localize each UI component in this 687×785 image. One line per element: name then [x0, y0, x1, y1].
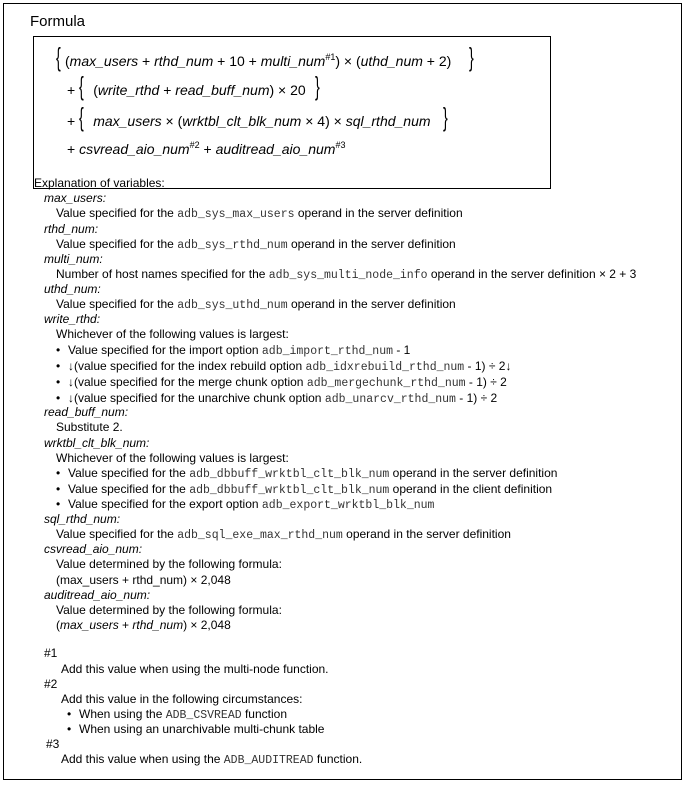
var-csvread-desc: Value determined by the following formula: — [56, 557, 282, 571]
var-auditread-formula: (max_users + rthd_num) × 2,048 — [56, 618, 231, 632]
list-item: • ↓(value specified for the merge chunk option adb_mergechunk_rthd_num - 1) ÷ 2 — [68, 375, 507, 390]
var-wrktbl-clt-blk-num: wrktbl_clt_blk_num: — [44, 436, 150, 450]
var-max-users-desc: Value specified for the adb_sys_max_users operand in the server definition — [56, 206, 463, 221]
var-auditread-aio-num: auditread_aio_num: — [44, 588, 151, 602]
list-item: • Value specified for the import option adb_import_rthd_num - 1 — [68, 343, 410, 358]
var-multi-num: multi_num: — [44, 252, 103, 266]
close-brace: } — [469, 42, 474, 72]
var-uthd-num: uthd_num: — [44, 282, 101, 296]
formula-line-2: + (write_rthd + read_buff_num) × 20 — [67, 82, 306, 98]
var-uthd-num-desc: Value specified for the adb_sys_uthd_num operand in the server definition — [56, 297, 456, 312]
explanation-heading: Explanation of variables: — [34, 176, 165, 190]
var-multi-num-desc: Number of host names specified for the adb_sys_multi_node_info operand in the server definition × 2 + 3 — [56, 267, 637, 282]
list-item: • ↓(value specified for the index rebuild option adb_idxrebuild_rthd_num - 1) ÷ 2↓ — [68, 359, 511, 374]
close-brace: } — [443, 102, 448, 132]
var-max-users: max_users: — [44, 191, 107, 205]
open-brace: { — [79, 102, 84, 132]
formula-line-3: + max_users × (wrktbl_clt_blk_num × 4) × sql_rthd_num — [67, 113, 431, 129]
var-read-buff-num-desc: Substitute 2. — [56, 420, 123, 434]
var-sql-rthd-num: sql_rthd_num: — [44, 512, 121, 526]
list-item: • When using the ADB_CSVREAD function — [79, 707, 287, 722]
note-2-text: Add this value in the following circumstances: — [61, 692, 303, 706]
var-csvread-aio-num: csvread_aio_num: — [44, 542, 143, 556]
note-1-mark: #1 — [44, 646, 58, 660]
formula-box — [33, 36, 551, 189]
var-write-rthd: write_rthd: — [44, 312, 101, 326]
list-item: • Value specified for the export option adb_export_wrktbl_blk_num — [68, 497, 434, 512]
list-item: • When using an unarchivable multi-chunk table — [79, 722, 324, 736]
note-1-text: Add this value when using the multi-node function. — [61, 662, 329, 676]
formula-line-1: (max_users + rthd_num + 10 + multi_num$^{\#1}$) × (uthd_num + 2) — [65, 52, 452, 69]
var-rthd-num: rthd_num: — [44, 222, 99, 236]
close-brace: } — [315, 71, 320, 101]
var-auditread-desc: Value determined by the following formula: — [56, 603, 282, 617]
list-item: • Value specified for the adb_dbbuff_wrktbl_clt_blk_num operand in the client definition — [68, 482, 552, 497]
list-item: • Value specified for the adb_dbbuff_wrktbl_clt_blk_num operand in the server definition — [68, 466, 557, 481]
open-brace: { — [79, 71, 84, 101]
var-write-rthd-desc: Whichever of the following values is largest: — [56, 327, 289, 341]
open-brace: { — [56, 42, 61, 72]
formula-line-4: + csvread_aio_num$^{\#2}$ + auditread_aio_num$^{\#3}$ — [67, 140, 346, 157]
list-item: • ↓(value specified for the unarchive chunk option adb_unarcv_rthd_num - 1) ÷ 2 — [68, 391, 497, 406]
note-3-mark: #3 — [46, 737, 60, 751]
var-csvread-formula: (max_users + rthd_num) × 2,048 — [56, 573, 231, 587]
section-title: Formula — [30, 13, 86, 30]
var-rthd-num-desc: Value specified for the adb_sys_rthd_num operand in the server definition — [56, 237, 456, 252]
var-sql-rthd-num-desc: Value specified for the adb_sql_exe_max_rthd_num operand in the server definition — [56, 527, 511, 542]
note-3-text: Add this value when using the ADB_AUDITREAD function. — [61, 752, 363, 767]
document-page — [3, 3, 682, 780]
var-wrktbl-desc: Whichever of the following values is largest: — [56, 451, 289, 465]
note-2-mark: #2 — [44, 677, 58, 691]
var-read-buff-num: read_buff_num: — [44, 405, 129, 419]
